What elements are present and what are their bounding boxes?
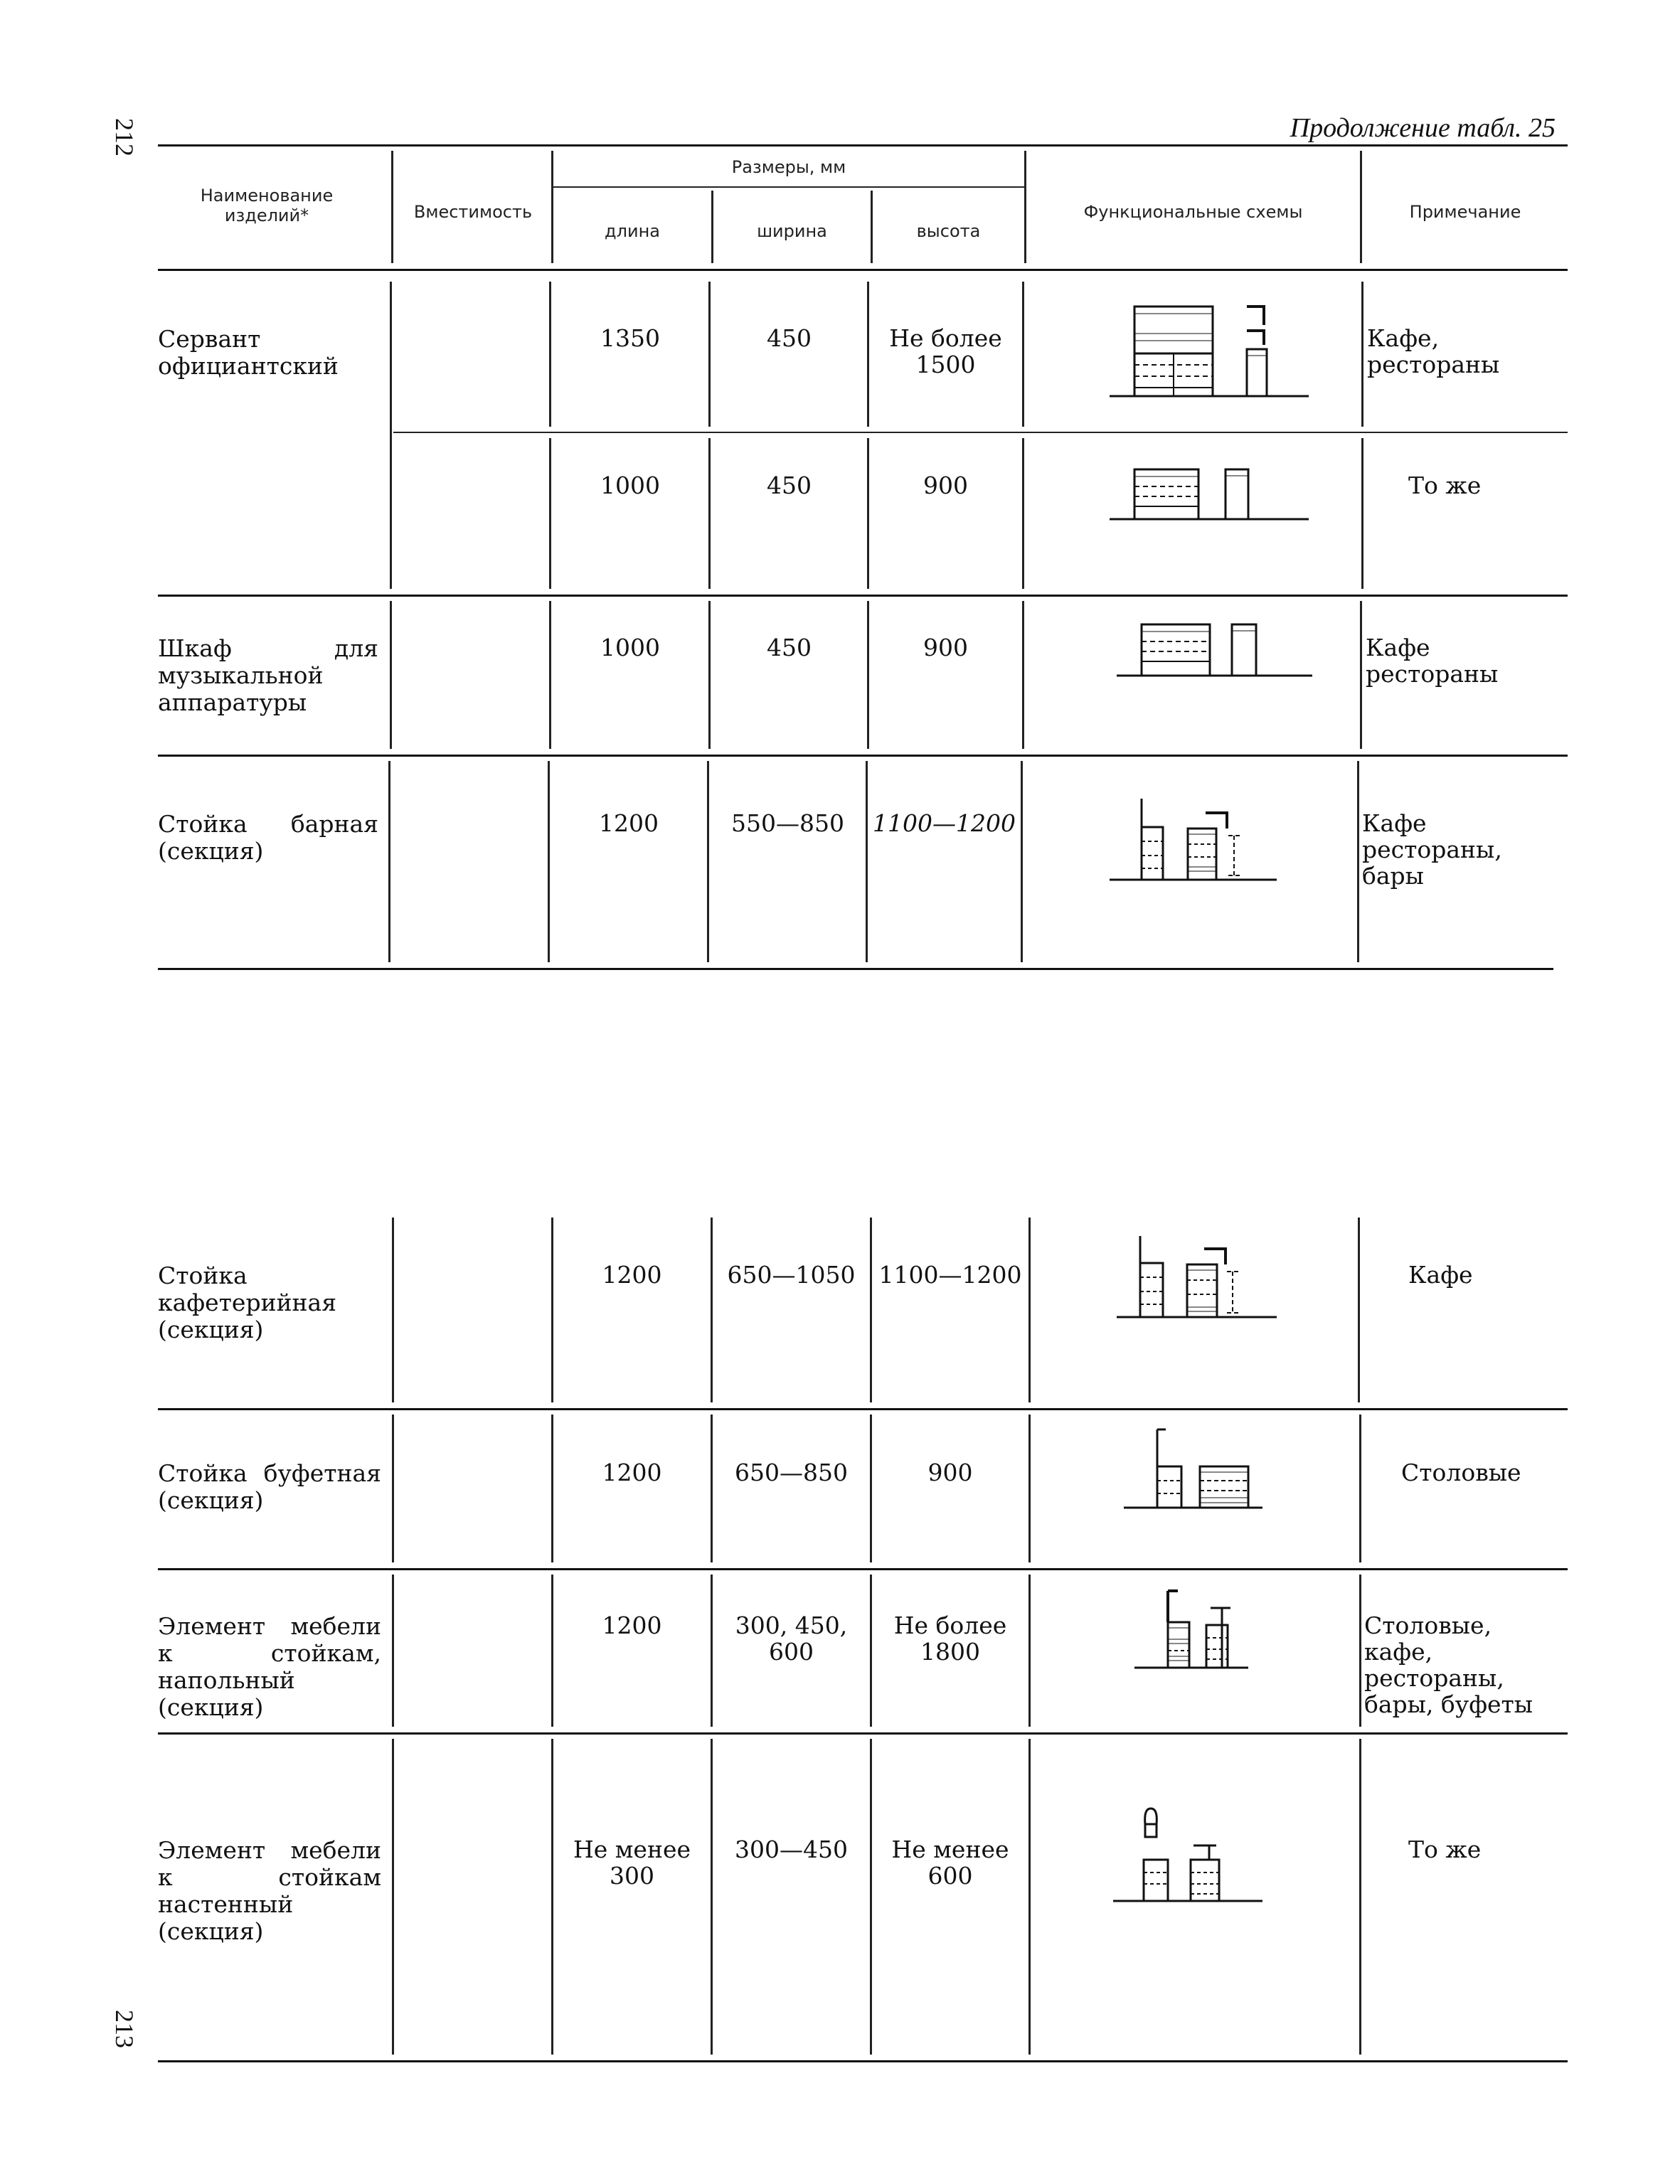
row-6-name: Стойка буфетная (секция)	[158, 1459, 381, 1514]
table-caption: Продолжение табл. 25	[1290, 113, 1556, 143]
row-4-name: Стойка барная (секция)	[158, 810, 378, 865]
row-8-width: 300—450	[735, 1836, 848, 1863]
header-height: высота	[916, 221, 981, 241]
row-3-name: Шкаф для музыкальной аппаратуры	[158, 634, 378, 716]
row-4-height: 1100—1200	[873, 809, 1016, 837]
cafeteria-counter-schema	[1113, 1230, 1319, 1323]
row-6-width: 650—850	[735, 1459, 848, 1486]
wall-element-schema	[1110, 1803, 1294, 1909]
row-6-height: 900	[927, 1459, 973, 1486]
row-7-height: Не более 1800	[893, 1612, 1007, 1666]
waiter-sideboard-low-schema	[1106, 461, 1312, 525]
row-7-width: 300, 450, 600	[735, 1612, 848, 1666]
header-schemes: Функциональные схемы	[1083, 202, 1303, 222]
music-cabinet-schema	[1110, 617, 1316, 681]
header-width: ширина	[757, 221, 827, 241]
header-name: Наименование изделий*	[200, 186, 334, 225]
row-3-length: 1000	[600, 634, 660, 661]
row-4-width: 550—850	[731, 809, 844, 837]
row-6-length: 1200	[602, 1459, 662, 1486]
row-8-length: Не менее 300	[573, 1836, 691, 1890]
row-1-name: Сервант официантский	[158, 325, 339, 380]
row-8-name: Элемент мебели к стойкам настенный (секция)	[158, 1836, 381, 1945]
row-2-length: 1000	[600, 472, 660, 499]
header-note: Примечание	[1409, 202, 1521, 222]
header-dimensions: Размеры, мм	[731, 157, 846, 177]
waiter-sideboard-tall-schema	[1106, 302, 1312, 402]
row-7-name: Элемент мебели к стойкам, напольный (секция)	[158, 1612, 381, 1721]
row-5-width: 650—1050	[727, 1261, 856, 1289]
row-6-note: Столовые	[1401, 1459, 1521, 1486]
row-1-length: 1350	[600, 324, 660, 352]
row-2-width: 450	[767, 472, 812, 499]
header-capacity: Вместимость	[413, 202, 533, 222]
row-7-length: 1200	[602, 1612, 662, 1639]
row-5-length: 1200	[602, 1261, 662, 1289]
bar-counter-schema	[1106, 793, 1312, 885]
page-number-bottom: 213	[110, 2010, 139, 2048]
row-4-note: Кафе рестораны, бары	[1362, 809, 1502, 890]
row-3-width: 450	[767, 634, 812, 661]
page-number-top: 212	[110, 118, 139, 156]
buffet-counter-schema	[1120, 1422, 1312, 1515]
row-8-height: Не менее 600	[891, 1836, 1009, 1890]
header-length: длина	[605, 221, 660, 241]
row-1-height: Не более 1500	[889, 324, 1002, 378]
row-2-height: 900	[923, 472, 968, 499]
row-1-width: 450	[767, 324, 812, 352]
row-5-note: Кафе	[1408, 1261, 1473, 1289]
row-1-note: Кафе, рестораны	[1367, 324, 1500, 378]
row-5-name: Стойка кафетерийная (секция)	[158, 1262, 337, 1343]
row-3-note: Кафе рестораны	[1366, 634, 1499, 688]
row-2-note: То же	[1408, 472, 1482, 499]
row-8-note: То же	[1408, 1836, 1482, 1863]
floor-element-schema	[1131, 1582, 1287, 1675]
row-7-note: Столовые, кафе, рестораны, бары, буфеты	[1364, 1612, 1533, 1718]
row-5-height: 1100—1200	[878, 1261, 1022, 1289]
row-3-height: 900	[923, 634, 968, 661]
row-4-length: 1200	[599, 809, 659, 837]
